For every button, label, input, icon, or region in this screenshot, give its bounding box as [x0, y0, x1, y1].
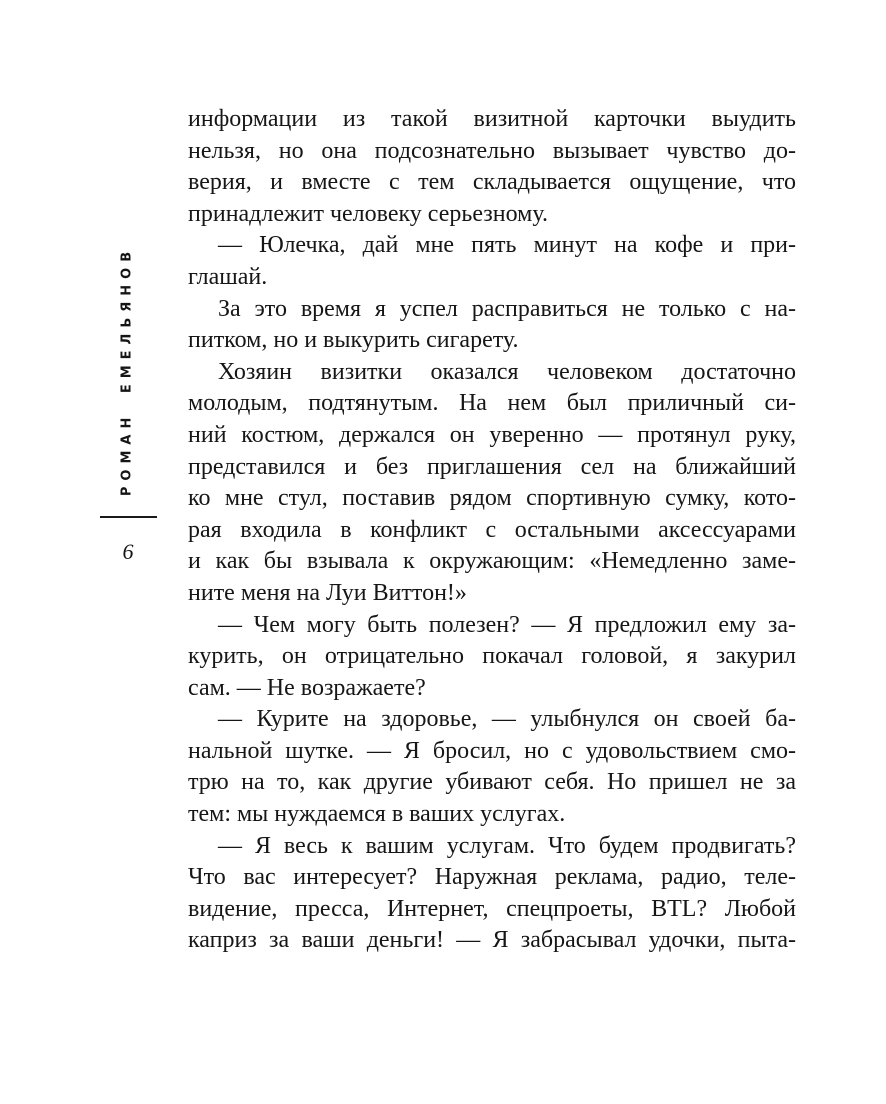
margin-rule-divider — [100, 516, 157, 518]
text-line: — Юлечка, дай мне пять минут на кофе и при- — [218, 232, 796, 259]
text-line: и как бы взывала к окружающим: «Немедленно заме- — [188, 548, 796, 575]
text-line: сам. — Не возражаете? — [188, 674, 426, 701]
text-line: курить, он отрицательно покачал головой, я закурил — [188, 643, 796, 670]
text-line: верия, и вместе с тем складывается ощущение, что — [188, 169, 796, 196]
page-number: 6 — [122, 539, 134, 564]
text-line: Хозяин визитки оказался человеком достаточно — [218, 358, 796, 385]
text-line: — Курите на здоровье, — улыбнулся он своей ба- — [218, 706, 796, 733]
text-line: питком, но и выкурить сигарету. — [188, 327, 519, 354]
text-line: глашай. — [188, 263, 268, 290]
text-line: рая входила в конфликт с остальными аксессуарами — [188, 516, 796, 543]
text-line: нальной шутке. — Я бросил, но с удовольствием смо- — [188, 737, 796, 764]
text-line: представился и без приглашения сел на ближайший — [188, 453, 796, 480]
text-block — [188, 104, 796, 957]
text-line: информации из такой визитной карточки выудить — [188, 106, 796, 132]
text-line: Что вас интересует? Наружная реклама, радио, теле- — [188, 864, 796, 891]
text-line: За это время я успел расправиться не только с на- — [218, 295, 796, 322]
text-line: видение, пресса, Интернет, спецпроеты, BTL? Любой — [188, 895, 796, 922]
text-line: принадлежит человеку серьезному. — [188, 200, 548, 227]
text-line: — Чем могу быть полезен? — Я предложил ему за- — [218, 611, 796, 638]
text-line: ко мне стул, поставив рядом спортивную сумку, кото- — [188, 485, 796, 512]
text-line: трю на то, как другие убивают себя. Но пришел не за — [188, 769, 796, 796]
text-line: — Я весь к вашим услугам. Что будем продвигать? — [218, 832, 796, 859]
author-name-vertical: РОМАН ЕМЕЛЬЯНОВ — [119, 245, 135, 497]
text-line: ний костюм, держался он уверенно — протянул руку, — [188, 421, 796, 448]
text-line: каприз за ваши деньги! — Я забрасывал удочки, пыта- — [188, 927, 796, 954]
text-line: молодым, подтянутым. На нем был приличный си- — [188, 390, 796, 417]
text-line: нельзя, но она подсознательно вызывает чувство до- — [188, 137, 796, 164]
text-line: ните меня на Луи Виттон!» — [188, 579, 467, 606]
text-line: тем: мы нуждаемся в ваших услугах. — [188, 801, 566, 828]
